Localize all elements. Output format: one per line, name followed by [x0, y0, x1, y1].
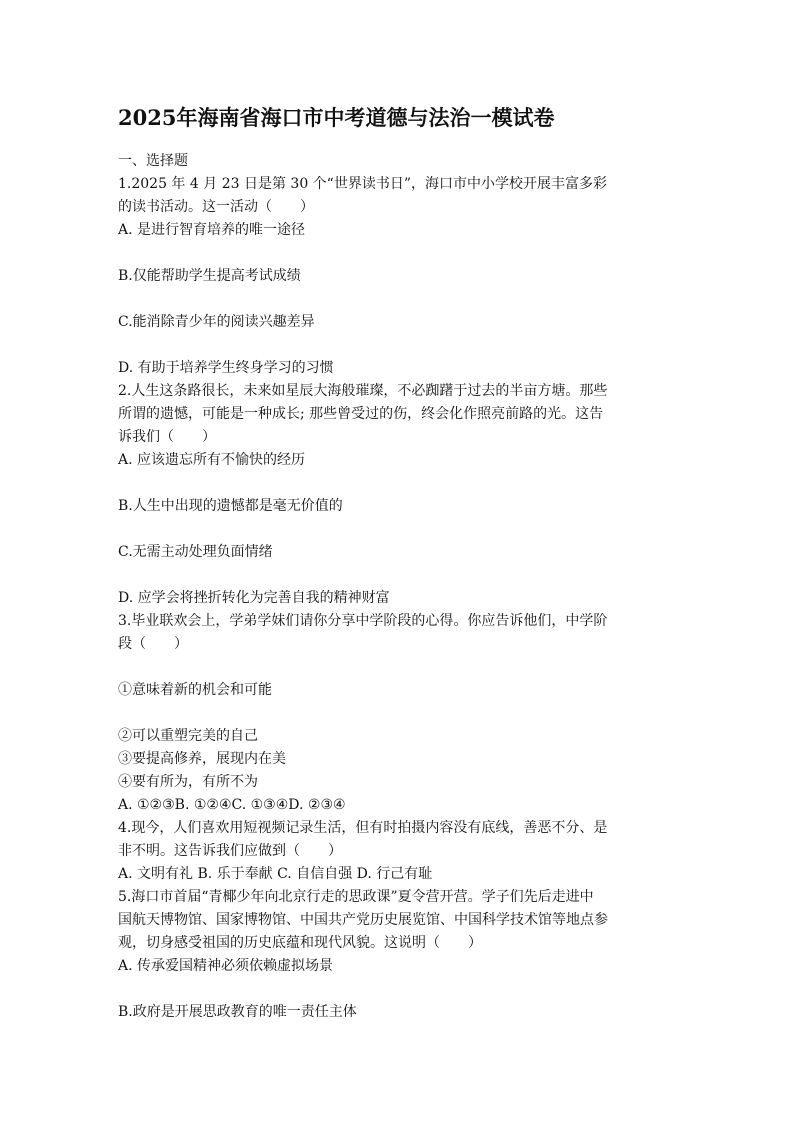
spacer [118, 242, 678, 265]
q5-stem-line1: 5.海口市首届“青椰少年向北京行走的思政课”夏令营开营。学子们先后走进中 [118, 889, 594, 905]
exam-content [118, 150, 678, 1024]
spacer [118, 472, 678, 495]
spacer [118, 564, 678, 587]
q2-option-c: C.无需主动处理负面情绪 [118, 544, 273, 560]
section-heading: 一、选择题 [118, 153, 188, 169]
spacer [118, 288, 678, 311]
spacer [118, 656, 678, 679]
q1-stem-line2: 的读书活动。这一活动（ ） [118, 199, 314, 215]
q1-option-c: C.能消除青少年的阅读兴趣差异 [118, 314, 315, 330]
spacer [118, 334, 678, 357]
q2-option-a: A. 应该遗忘所有不愉快的经历 [118, 452, 306, 468]
q2-option-d: D. 应学会将挫折转化为完善自我的精神财富 [118, 590, 390, 606]
q3-item-1: ①意味着新的机会和可能 [118, 682, 272, 698]
q1-stem-line1: 1.2025 年 4 月 23 日是第 30 个“世界读书日”，海口市中小学校开展丰富多彩 [118, 176, 607, 192]
q4-stem-line1: 4.现今，人们喜欢用短视频记录生活，但有时拍摄内容没有底线，善恶不分、是 [118, 820, 608, 836]
q2-stem-line2: 所谓的遗憾，可能是一种成长; 那些曾受过的伤，终会化作照亮前路的光。这告 [118, 406, 604, 422]
spacer [118, 518, 678, 541]
spacer [118, 702, 678, 725]
q5-stem-line3: 观，切身感受祖国的历史底蕴和现代风貌。这说明（ ） [118, 935, 482, 951]
q3-stem-line2: 段（ ） [118, 636, 188, 652]
q3-item-2: ②可以重塑完美的自己 [118, 728, 258, 744]
exam-title: 2025年海南省海口市中考道德与法治一模试卷 [118, 105, 555, 130]
q5-option-a: A. 传承爱国精神必须依赖虚拟场景 [118, 958, 334, 974]
q3-item-4: ④要有所为，有所不为 [118, 774, 258, 790]
q1-option-a: A. 是进行智育培养的唯一途径 [118, 222, 306, 238]
spacer [118, 978, 678, 1001]
q4-options: A. 文明有礼 B. 乐于奉献 C. 自信自强 D. 行己有耻 [118, 866, 433, 882]
q4-stem-line2: 非不明。这告诉我们应做到（ ） [118, 843, 342, 859]
q3-stem-line1: 3.毕业联欢会上，学弟学妹们请你分享中学阶段的心得。你应告诉他们，中学阶 [118, 613, 608, 629]
q5-option-b: B.政府是开展思政教育的唯一责任主体 [118, 1004, 357, 1020]
q1-option-b: B.仅能帮助学生提高考试成绩 [118, 268, 301, 284]
q3-item-3: ③要提高修养，展现内在美 [118, 751, 286, 767]
q2-option-b: B.人生中出现的遗憾都是毫无价值的 [118, 498, 343, 514]
q2-stem-line3: 诉我们（ ） [118, 429, 216, 445]
q5-stem-line2: 国航天博物馆、国家博物馆、中国共产党历史展览馆、中国科学技术馆等地点参 [118, 912, 608, 928]
q3-options: A. ①②③B. ①②④C. ①③④D. ②③④ [118, 797, 346, 813]
q2-stem-line1: 2.人生这条路很长，未来如星辰大海般璀璨，不必踟躇于过去的半亩方塘。那些 [118, 383, 608, 399]
q1-option-d: D. 有助于培养学生终身学习的习惯 [118, 360, 334, 376]
